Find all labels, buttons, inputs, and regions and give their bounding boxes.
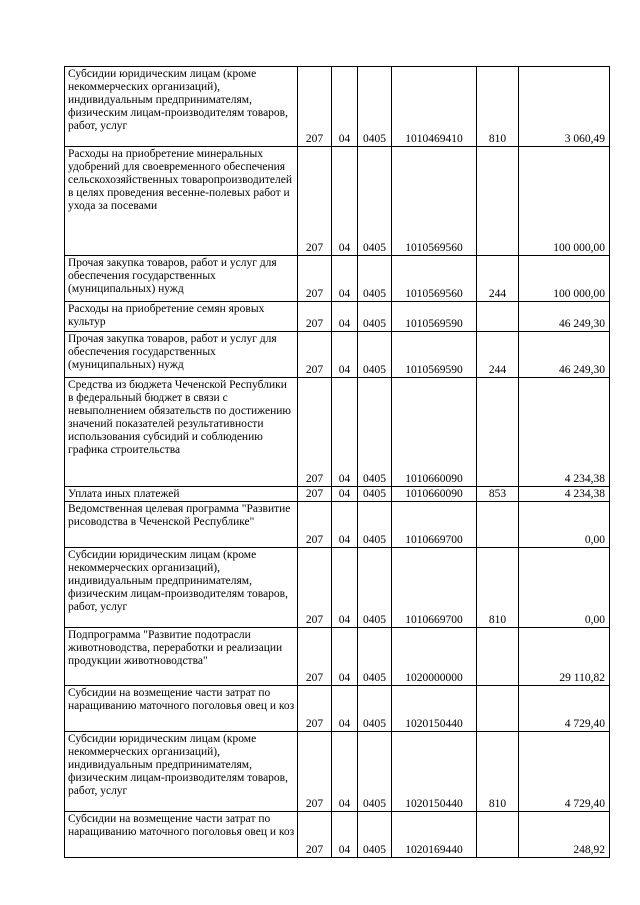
rz-cell xyxy=(332,732,358,812)
rz-cell-text: 04 xyxy=(338,318,351,330)
rz-cell-text: 04 xyxy=(338,364,351,376)
row-name-cell-text: Субсидии юридическим лицам (кроме некоммерческих организаций), индивидуальным предпринимателям, физическим лицам-производителям товаров, работ, услуг xyxy=(68,68,288,132)
ved-cell xyxy=(298,332,332,378)
rz-cell xyxy=(332,67,358,147)
row-name-cell-text: Расходы на приобретение семян яровых культур xyxy=(68,303,265,328)
budget-table xyxy=(64,66,610,858)
ved-cell-text: 207 xyxy=(305,488,324,500)
row-name-cell xyxy=(65,628,298,686)
vr-cell-text: 244 xyxy=(488,288,507,300)
ved-cell-text: 207 xyxy=(305,288,324,300)
rz-cell-text: 04 xyxy=(338,534,351,546)
row-name-cell xyxy=(65,67,298,147)
pr-cell-text: 0405 xyxy=(363,718,386,730)
pr-cell-text: 0405 xyxy=(363,364,386,376)
rz-cell xyxy=(332,812,358,858)
csr-cell-text: 1010669700 xyxy=(405,534,463,546)
row-name-cell-text: Уплата иных платежей xyxy=(68,488,180,500)
rz-cell xyxy=(332,378,358,487)
pr-cell xyxy=(358,332,392,378)
rz-cell-text: 04 xyxy=(338,614,351,626)
csr-cell-text: 1010469410 xyxy=(405,133,463,145)
vr-cell-text: 810 xyxy=(488,614,507,626)
csr-cell xyxy=(392,302,477,332)
vr-cell xyxy=(477,332,519,378)
vr-cell xyxy=(477,628,519,686)
row-name-cell xyxy=(65,302,298,332)
csr-cell-text: 1010660090 xyxy=(405,473,463,485)
vr-cell xyxy=(477,147,519,256)
pr-cell xyxy=(358,67,392,147)
csr-cell xyxy=(392,147,477,256)
vr-cell xyxy=(477,378,519,487)
row-name-cell-text: Средства из бюджета Чеченской Республики в федеральный бюджет в связи с невыполнением обязательств по достижению значений показателей результативности использования субсидий и соблюдению графика строительства xyxy=(68,379,291,456)
sum-cell xyxy=(519,548,610,628)
ved-cell-text: 207 xyxy=(305,364,324,376)
table-row xyxy=(65,256,610,302)
ved-cell-text: 207 xyxy=(305,614,324,626)
ved-cell xyxy=(298,378,332,487)
pr-cell-text: 0405 xyxy=(363,672,386,684)
table-row xyxy=(65,686,610,732)
pr-cell xyxy=(358,147,392,256)
pr-cell-text: 0405 xyxy=(363,488,386,500)
ved-cell xyxy=(298,147,332,256)
csr-cell-text: 1020150440 xyxy=(405,798,463,810)
csr-cell-text: 1010569590 xyxy=(405,318,463,330)
csr-cell xyxy=(392,332,477,378)
sum-cell-text: 46 249,30 xyxy=(559,318,605,330)
rz-cell-text: 04 xyxy=(338,242,351,254)
csr-cell xyxy=(392,686,477,732)
pr-cell xyxy=(358,378,392,487)
row-name-cell xyxy=(65,686,298,732)
sum-cell-text: 248,92 xyxy=(573,844,605,856)
ved-cell xyxy=(298,732,332,812)
ved-cell xyxy=(298,67,332,147)
ved-cell xyxy=(298,487,332,502)
table-row xyxy=(65,732,610,812)
rz-cell-text: 04 xyxy=(338,473,351,485)
sum-cell-text: 46 249,30 xyxy=(559,364,605,376)
sum-cell-text: 100 000,00 xyxy=(553,288,605,300)
row-name-cell-text: Субсидии юридическим лицам (кроме некоммерческих организаций), индивидуальным предпринимателям, физическим лицам-производителям товаров, работ, услуг xyxy=(68,549,288,613)
ved-cell xyxy=(298,686,332,732)
csr-cell-text: 1010660090 xyxy=(405,488,463,500)
pr-cell xyxy=(358,732,392,812)
table-row xyxy=(65,378,610,487)
row-name-cell xyxy=(65,548,298,628)
row-name-cell-text: Ведомственная целевая программа "Развитие рисоводства в Чеченской Республике" xyxy=(68,503,291,528)
table-row xyxy=(65,548,610,628)
budget-table-body xyxy=(65,67,610,858)
rz-cell xyxy=(332,487,358,502)
row-name-cell-text: Прочая закупка товаров, работ и услуг для обеспечения государственных (муниципальных) нужд xyxy=(68,257,277,295)
pr-cell-text: 0405 xyxy=(363,534,386,546)
rz-cell-text: 04 xyxy=(338,798,351,810)
pr-cell-text: 0405 xyxy=(363,318,386,330)
rz-cell xyxy=(332,628,358,686)
csr-cell-text: 1010569560 xyxy=(405,242,463,254)
csr-cell-text: 1020000000 xyxy=(405,672,463,684)
csr-cell-text: 1010669700 xyxy=(405,614,463,626)
sum-cell xyxy=(519,378,610,487)
ved-cell xyxy=(298,256,332,302)
pr-cell xyxy=(358,502,392,548)
row-name-cell xyxy=(65,256,298,302)
csr-cell xyxy=(392,628,477,686)
vr-cell xyxy=(477,812,519,858)
row-name-cell-text: Расходы на приобретение минеральных удобрений для своевременного обеспечения сельскохозяйственных товаропроизводителей в целях проведения весенне-полевых работ и ухода за посевами xyxy=(68,148,292,212)
csr-cell xyxy=(392,487,477,502)
vr-cell xyxy=(477,67,519,147)
sum-cell-text: 4 729,40 xyxy=(564,718,605,730)
ved-cell-text: 207 xyxy=(305,133,324,145)
vr-cell xyxy=(477,256,519,302)
sum-cell xyxy=(519,628,610,686)
ved-cell xyxy=(298,302,332,332)
sum-cell-text: 3 060,49 xyxy=(564,133,605,145)
row-name-cell-text: Прочая закупка товаров, работ и услуг для обеспечения государственных (муниципальных) нужд xyxy=(68,333,277,371)
row-name-cell xyxy=(65,487,298,502)
pr-cell-text: 0405 xyxy=(363,242,386,254)
row-name-cell xyxy=(65,732,298,812)
sum-cell-text: 4 234,38 xyxy=(564,473,605,485)
pr-cell-text: 0405 xyxy=(363,288,386,300)
rz-cell-text: 04 xyxy=(338,488,351,500)
ved-cell-text: 207 xyxy=(305,672,324,684)
vr-cell-text: 810 xyxy=(488,798,507,810)
ved-cell xyxy=(298,812,332,858)
sum-cell-text: 100 000,00 xyxy=(553,242,605,254)
pr-cell-text: 0405 xyxy=(363,133,386,145)
vr-cell xyxy=(477,686,519,732)
ved-cell-text: 207 xyxy=(305,798,324,810)
row-name-cell-text: Подпрограмма "Развитие подотрасли животноводства, переработки и реализации продукции животноводства" xyxy=(68,629,283,667)
csr-cell xyxy=(392,67,477,147)
ved-cell xyxy=(298,502,332,548)
rz-cell-text: 04 xyxy=(338,718,351,730)
sum-cell-text: 4 234,38 xyxy=(564,488,605,500)
pr-cell xyxy=(358,628,392,686)
rz-cell xyxy=(332,332,358,378)
csr-cell-text: 1020169440 xyxy=(405,844,463,856)
sum-cell xyxy=(519,732,610,812)
rz-cell xyxy=(332,548,358,628)
ved-cell xyxy=(298,628,332,686)
rz-cell xyxy=(332,302,358,332)
pr-cell xyxy=(358,548,392,628)
ved-cell-text: 207 xyxy=(305,242,324,254)
table-row xyxy=(65,812,610,858)
table-row xyxy=(65,302,610,332)
table-row xyxy=(65,332,610,378)
pr-cell-text: 0405 xyxy=(363,614,386,626)
rz-cell xyxy=(332,686,358,732)
row-name-cell-text: Субсидии юридическим лицам (кроме некоммерческих организаций), индивидуальным предпринимателям, физическим лицам-производителям товаров, работ, услуг xyxy=(68,733,288,797)
pr-cell xyxy=(358,812,392,858)
csr-cell-text: 1010569560 xyxy=(405,288,463,300)
row-name-cell xyxy=(65,147,298,256)
sum-cell-text: 29 110,82 xyxy=(559,672,605,684)
rz-cell xyxy=(332,256,358,302)
row-name-cell xyxy=(65,332,298,378)
rz-cell-text: 04 xyxy=(338,844,351,856)
vr-cell-text: 810 xyxy=(488,133,507,145)
ved-cell-text: 207 xyxy=(305,318,324,330)
row-name-cell xyxy=(65,502,298,548)
csr-cell-text: 1020150440 xyxy=(405,718,463,730)
sum-cell xyxy=(519,812,610,858)
sum-cell-text: 4 729,40 xyxy=(564,798,605,810)
csr-cell xyxy=(392,548,477,628)
sum-cell xyxy=(519,256,610,302)
table-row xyxy=(65,147,610,256)
vr-cell xyxy=(477,302,519,332)
table-row xyxy=(65,487,610,502)
ved-cell-text: 207 xyxy=(305,534,324,546)
ved-cell-text: 207 xyxy=(305,473,324,485)
row-name-cell-text: Субсидии на возмещение части затрат по наращиванию маточного поголовья овец и коз xyxy=(68,813,295,838)
sum-cell-text: 0,00 xyxy=(584,534,605,546)
ved-cell xyxy=(298,548,332,628)
pr-cell-text: 0405 xyxy=(363,844,386,856)
sum-cell xyxy=(519,302,610,332)
sum-cell xyxy=(519,332,610,378)
rz-cell-text: 04 xyxy=(338,133,351,145)
csr-cell xyxy=(392,732,477,812)
table-row xyxy=(65,67,610,147)
row-name-cell xyxy=(65,378,298,487)
row-name-cell-text: Субсидии на возмещение части затрат по наращиванию маточного поголовья овец и коз xyxy=(68,687,295,712)
rz-cell xyxy=(332,147,358,256)
pr-cell-text: 0405 xyxy=(363,473,386,485)
sum-cell xyxy=(519,67,610,147)
pr-cell xyxy=(358,686,392,732)
sum-cell-text: 0,00 xyxy=(584,614,605,626)
csr-cell xyxy=(392,812,477,858)
csr-cell xyxy=(392,502,477,548)
rz-cell-text: 04 xyxy=(338,672,351,684)
pr-cell xyxy=(358,256,392,302)
pr-cell xyxy=(358,302,392,332)
pr-cell xyxy=(358,487,392,502)
vr-cell xyxy=(477,502,519,548)
vr-cell-text: 853 xyxy=(488,488,507,500)
vr-cell xyxy=(477,732,519,812)
sum-cell xyxy=(519,147,610,256)
csr-cell-text: 1010569590 xyxy=(405,364,463,376)
rz-cell xyxy=(332,502,358,548)
vr-cell-text: 244 xyxy=(488,364,507,376)
sum-cell xyxy=(519,686,610,732)
rz-cell-text: 04 xyxy=(338,288,351,300)
sum-cell xyxy=(519,487,610,502)
vr-cell xyxy=(477,487,519,502)
row-name-cell xyxy=(65,812,298,858)
table-row xyxy=(65,628,610,686)
csr-cell xyxy=(392,256,477,302)
vr-cell xyxy=(477,548,519,628)
csr-cell xyxy=(392,378,477,487)
ved-cell-text: 207 xyxy=(305,718,324,730)
sum-cell xyxy=(519,502,610,548)
table-row xyxy=(65,502,610,548)
pr-cell-text: 0405 xyxy=(363,798,386,810)
ved-cell-text: 207 xyxy=(305,844,324,856)
